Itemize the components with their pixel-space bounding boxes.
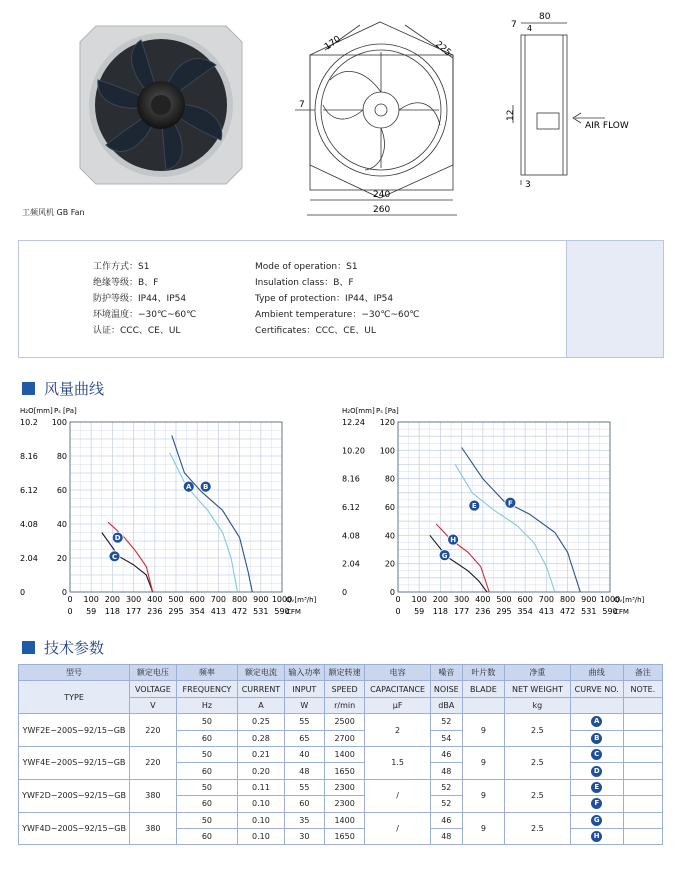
h2o-unit-label: H₂O[mm] (342, 407, 375, 415)
table-header-en: VOLTAGE (130, 681, 177, 697)
cell-note (623, 746, 662, 762)
cfm-tick-label: 590 (602, 607, 618, 616)
table-header-unit: dBA (430, 697, 462, 713)
h2o-tick-label: 10.20 (342, 446, 365, 456)
curve-line-a (170, 453, 238, 592)
table-header-cn: 频率 (176, 665, 237, 681)
spec-en-line: Ambient temperature：−30℃~60℃ (255, 310, 420, 320)
cfm-tick-label: 0 (67, 607, 73, 616)
cell-noise: 48 (430, 763, 462, 779)
specs-en (255, 259, 420, 339)
y-tick-label: 80 (56, 452, 67, 461)
cell-current: 0.10 (238, 812, 285, 828)
dim-7b: 7 (511, 20, 517, 30)
cfm-tick-label: 236 (147, 607, 163, 616)
cfm-unit-label: CFM (286, 608, 301, 616)
spec-en-line: Type of protection：IP44、IP54 (255, 294, 394, 304)
curve-line-b (172, 436, 253, 592)
y-tick-label: 20 (56, 554, 67, 563)
h2o-tick-label: 4.08 (20, 520, 38, 529)
table-header-unit: Hz (176, 697, 237, 713)
cell-curve (570, 746, 623, 762)
cell-current: 0.28 (238, 730, 285, 746)
cell-blade: 9 (462, 746, 504, 779)
y-tick-label: 40 (384, 531, 395, 541)
cell-current: 0.25 (238, 714, 285, 730)
cell-speed: 1400 (325, 746, 365, 762)
x-tick-label: 700 (538, 595, 555, 604)
curve-marker-label: G (441, 551, 448, 560)
side-view-drawing (495, 5, 645, 195)
x-tick-label: 900 (253, 595, 269, 604)
x-tick-label: 500 (496, 595, 512, 604)
h2o-tick-label: 4.08 (342, 531, 360, 541)
spec-en-line: Certificates：CCC、CE、UL (255, 326, 376, 336)
cfm-tick-label: 295 (168, 607, 184, 616)
table-header-unit: V (130, 697, 177, 713)
x-tick-label: 100 (83, 595, 99, 604)
cell-note (623, 714, 662, 730)
dim-170: 170 (322, 34, 343, 53)
cell-curve (570, 763, 623, 779)
spec-cn-line: 绝缘等级：B、F (93, 278, 159, 288)
fan-caption: 工频风机 GB Fan (22, 208, 85, 217)
fan-photo (76, 20, 246, 190)
table-header-unit: W (284, 697, 324, 713)
h2o-tick-label: 0 (342, 588, 348, 597)
cell-frequency: 60 (176, 796, 237, 812)
curve-marker-label: F (507, 499, 513, 508)
x-tick-label: 700 (210, 595, 227, 604)
curve-badge: A (591, 716, 602, 727)
table-header-unit: r/min (325, 697, 365, 713)
cell-weight: 2.5 (505, 714, 571, 747)
h2o-tick-label: 12.24 (342, 418, 365, 427)
h2o-tick-label: 8.16 (20, 452, 38, 461)
h2o-unit-label: H₂O[mm] (20, 407, 53, 415)
x-tick-label: 1000 (271, 595, 293, 604)
x-tick-label: 100 (411, 595, 427, 604)
cell-note (623, 763, 662, 779)
cell-note (623, 730, 662, 746)
cell-speed: 2500 (325, 714, 365, 730)
spec-cn-line: 认证：CCC、CE、UL (93, 326, 181, 336)
cell-type: YWF2E−200S−92/15−GB (19, 714, 130, 747)
cell-curve (570, 779, 623, 795)
table-header-cn: 额定转速 (325, 665, 365, 681)
cell-weight: 2.5 (505, 746, 571, 779)
cell-noise: 46 (430, 746, 462, 762)
dim-7a: 7 (299, 100, 305, 110)
cell-input: 30 (284, 828, 324, 844)
table-header-en: CAPACITANCE (365, 681, 431, 697)
curve-marker-label: A (186, 483, 192, 492)
cell-curve (570, 812, 623, 828)
dim-225: 225 (433, 39, 453, 59)
cfm-tick-label: 413 (210, 607, 227, 616)
cell-current: 0.11 (238, 779, 285, 795)
curve-badge: G (591, 815, 602, 826)
table-header-en: NOISE (430, 681, 462, 697)
spec-cn-line: 工作方式：S1 (93, 262, 150, 272)
table-header-unit (462, 697, 504, 713)
x-tick-label: 600 (189, 595, 205, 604)
table-header-cn: 曲线 (570, 665, 623, 681)
section-marker (22, 641, 35, 654)
curve-line-f (462, 448, 581, 593)
dim-3: 3 (525, 180, 531, 190)
cfm-tick-label: 118 (432, 607, 449, 616)
cell-current: 0.20 (238, 763, 285, 779)
cfm-tick-label: 295 (496, 607, 512, 616)
x-tick-label: 800 (559, 595, 576, 604)
cell-type: YWF2D−200S−92/15−GB (19, 779, 130, 812)
table-header-unit: A (238, 697, 285, 713)
x-tick-label: 200 (432, 595, 449, 604)
cell-voltage: 220 (130, 714, 177, 747)
table-row (19, 714, 663, 730)
y-tick-label: 0 (61, 588, 67, 597)
y-tick-label: 120 (379, 418, 395, 427)
table-header-cn: 额定电压 (130, 665, 177, 681)
h2o-tick-label: 10.2 (20, 418, 38, 427)
curve-marker-label: D (114, 534, 121, 543)
cfm-tick-label: 472 (231, 607, 248, 616)
table-header-unit: μF (365, 697, 431, 713)
cell-noise: 52 (430, 779, 462, 795)
h2o-tick-label: 0 (20, 588, 26, 597)
cell-blade: 9 (462, 779, 504, 812)
curve-badge: F (591, 798, 602, 809)
curve-badge: H (591, 831, 602, 842)
cell-speed: 2300 (325, 796, 365, 812)
x-tick-label: 900 (581, 595, 597, 604)
cell-note (623, 779, 662, 795)
cell-frequency: 60 (176, 730, 237, 746)
cell-frequency: 60 (176, 828, 237, 844)
airflow-chart-1 (18, 404, 328, 624)
table-header-cn: 输入功率 (284, 665, 324, 681)
table-header-en: INPUT (284, 681, 324, 697)
dim-240: 240 (373, 190, 391, 200)
curve-marker-label: H (450, 536, 457, 545)
table-header-en: CURVE NO. (570, 681, 623, 697)
y-tick-label: 20 (384, 559, 395, 569)
cell-frequency: 50 (176, 746, 237, 762)
dim-80: 80 (539, 12, 551, 22)
cfm-tick-label: 531 (253, 607, 269, 616)
cell-input: 65 (284, 730, 324, 746)
cfm-tick-label: 354 (189, 607, 205, 616)
table-header-cn: 噪音 (430, 665, 462, 681)
cell-input: 40 (284, 746, 324, 762)
x-tick-label: 300 (125, 595, 142, 604)
cfm-tick-label: 354 (517, 607, 533, 616)
cell-frequency: 60 (176, 763, 237, 779)
x-tick-label: 400 (475, 595, 491, 604)
cell-input: 55 (284, 779, 324, 795)
pa-unit-label: Pₛ [Pa] (376, 407, 399, 415)
x-tick-label: 400 (147, 595, 163, 604)
y-tick-label: 40 (56, 520, 67, 529)
cell-blade: 9 (462, 812, 504, 845)
section-marker (22, 382, 35, 395)
cfm-tick-label: 59 (86, 607, 97, 616)
cfm-tick-label: 118 (104, 607, 121, 616)
section-title-params: 技术参数 (44, 639, 105, 657)
cell-noise: 54 (430, 730, 462, 746)
x-tick-label: 500 (168, 595, 184, 604)
h2o-tick-label: 2.04 (342, 559, 360, 569)
table-header-en: BLADE (462, 681, 504, 697)
table-header-cn: 额定电流 (238, 665, 285, 681)
cell-frequency: 50 (176, 714, 237, 730)
specs-side-panel (566, 241, 663, 357)
cell-speed: 1650 (325, 763, 365, 779)
cfm-tick-label: 59 (414, 607, 425, 616)
cell-note (623, 796, 662, 812)
curve-marker-label: B (203, 483, 209, 492)
cell-blade: 9 (462, 714, 504, 747)
table-header-cn: 电容 (365, 665, 431, 681)
table-header-unit (570, 697, 623, 713)
table-row (19, 746, 663, 762)
spec-en-line: Mode of operation：S1 (255, 262, 358, 272)
cell-note (623, 812, 662, 828)
h2o-tick-label: 8.16 (342, 474, 360, 484)
y-tick-label: 100 (51, 418, 67, 427)
cell-frequency: 50 (176, 812, 237, 828)
section-title-curves: 风量曲线 (44, 380, 105, 398)
cell-weight: 2.5 (505, 812, 571, 845)
dim-12: 12 (506, 109, 516, 121)
cell-voltage: 380 (130, 779, 177, 812)
curve-badge: E (591, 782, 602, 793)
cfm-tick-label: 590 (274, 607, 290, 616)
parameters-table (18, 664, 663, 845)
cell-type: YWF4D−200S−92/15−GB (19, 812, 130, 845)
cell-noise: 52 (430, 796, 462, 812)
cell-weight: 2.5 (505, 779, 571, 812)
x-tick-label: 0 (67, 595, 73, 604)
cell-noise: 52 (430, 714, 462, 730)
cell-input: 55 (284, 714, 324, 730)
table-header-en: CURRENT (238, 681, 285, 697)
cell-noise: 46 (430, 812, 462, 828)
cell-current: 0.10 (238, 796, 285, 812)
pa-unit-label: Pₛ [Pa] (54, 407, 77, 415)
table-header-unit: kg (505, 697, 571, 713)
table-row (19, 779, 663, 795)
cell-input: 35 (284, 812, 324, 828)
cell-current: 0.21 (238, 746, 285, 762)
table-row (19, 812, 663, 828)
cfm-tick-label: 0 (395, 607, 401, 616)
table-header-en: SPEED (325, 681, 365, 697)
y-tick-label: 100 (379, 446, 395, 456)
cell-speed: 2300 (325, 779, 365, 795)
x-tick-label: 600 (517, 595, 533, 604)
x-tick-label: 1000 (599, 595, 621, 604)
specs-cn (93, 259, 196, 339)
table-header-cn: 型号 (19, 665, 130, 681)
dim-4: 4 (527, 24, 533, 33)
curve-marker-label: E (471, 502, 477, 511)
cell-speed: 1650 (325, 828, 365, 844)
x-unit-label: Qᵥ[m³/h] (286, 596, 317, 604)
x-tick-label: 300 (453, 595, 470, 604)
specs-box (18, 240, 664, 358)
table-header-cn: 净重 (505, 665, 571, 681)
y-tick-label: 60 (56, 486, 67, 495)
cell-capacitance: / (365, 812, 431, 845)
x-tick-label: 200 (104, 595, 121, 604)
table-header-en: NOTE. (623, 681, 662, 697)
cfm-tick-label: 531 (581, 607, 597, 616)
airflow-label: AIR FLOW (585, 121, 629, 131)
cell-curve (570, 714, 623, 730)
table-header-en: NET WEIGHT (505, 681, 571, 697)
front-view-drawing (285, 10, 475, 220)
cell-type: YWF4E−200S−92/15−GB (19, 746, 130, 779)
cell-noise: 48 (430, 828, 462, 844)
h2o-tick-label: 2.04 (20, 554, 38, 563)
cfm-tick-label: 413 (538, 607, 555, 616)
cell-input: 60 (284, 796, 324, 812)
h2o-tick-label: 6.12 (342, 503, 360, 512)
cell-voltage: 380 (130, 812, 177, 845)
table-header-en: FREQUENCY (176, 681, 237, 697)
curve-badge: D (591, 766, 602, 777)
cfm-unit-label: CFM (614, 608, 629, 616)
spec-cn-line: 防护等级：IP44、IP54 (93, 294, 187, 304)
cell-speed: 2700 (325, 730, 365, 746)
table-header-cn: 叶片数 (462, 665, 504, 681)
cell-curve (570, 828, 623, 844)
y-tick-label: 60 (384, 503, 395, 512)
table-header-unit (623, 697, 662, 713)
y-tick-label: 0 (389, 588, 395, 597)
cell-note (623, 828, 662, 844)
dim-260: 260 (373, 205, 391, 215)
cfm-tick-label: 177 (453, 607, 470, 616)
cell-curve (570, 730, 623, 746)
cell-speed: 1400 (325, 812, 365, 828)
cfm-tick-label: 236 (475, 607, 491, 616)
cfm-tick-label: 472 (559, 607, 576, 616)
curve-badge: C (591, 749, 602, 760)
curve-badge: B (591, 733, 602, 744)
table-header-cn: 备注 (623, 665, 662, 681)
spec-en-line: Insulation class：B、F (255, 278, 354, 288)
cell-capacitance: / (365, 779, 431, 812)
cfm-tick-label: 177 (125, 607, 142, 616)
y-tick-label: 80 (384, 474, 395, 484)
curve-marker-label: C (111, 552, 118, 561)
x-tick-label: 800 (231, 595, 248, 604)
cell-frequency: 50 (176, 779, 237, 795)
airflow-chart-2 (340, 404, 670, 624)
cell-current: 0.10 (238, 828, 285, 844)
cell-capacitance: 2 (365, 714, 431, 747)
cell-curve (570, 796, 623, 812)
x-tick-label: 0 (395, 595, 401, 604)
cell-capacitance: 1.5 (365, 746, 431, 779)
h2o-tick-label: 6.12 (20, 486, 38, 495)
cell-voltage: 220 (130, 746, 177, 779)
spec-cn-line: 环境温度：−30℃~60℃ (93, 310, 197, 320)
x-unit-label: Qᵥ[m³/h] (614, 596, 645, 604)
table-header-en: TYPE (19, 681, 130, 714)
cell-input: 48 (284, 763, 324, 779)
